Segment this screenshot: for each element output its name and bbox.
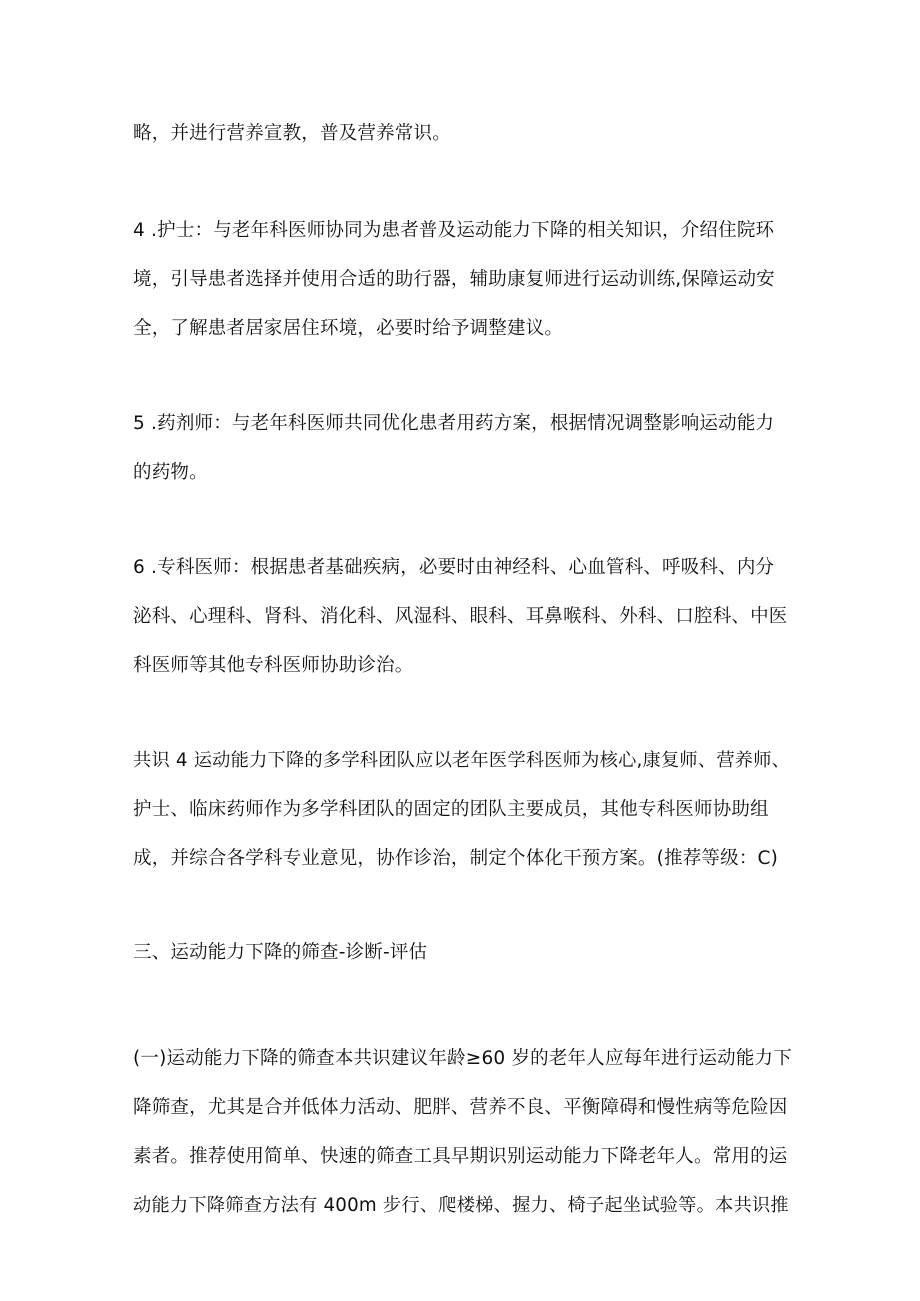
section-heading: 三、运动能力下降的筛查-诊断-评估: [133, 942, 428, 963]
text-line: 5 .药剂师：与老年科医师共同优化患者用药方案，根据情况调整影响运动能力: [133, 413, 775, 434]
text-line: 降筛查，尤其是合并低体力活动、肥胖、营养不良、平衡障碍和慢性病等危险因: [133, 1097, 788, 1118]
text-line: 略，并进行营养宣教，普及营养常识。: [133, 123, 451, 144]
text-line: 泌科、心理科、肾科、消化科、风湿科、眼科、耳鼻喉科、外科、口腔科、中医: [133, 606, 788, 627]
text-line: 护士、临床药师作为多学科团队的固定的团队主要成员，其他专科医师协助组: [133, 799, 769, 820]
text-line: 4 .护士：与老年科医师协同为患者普及运动能力下降的相关知识，介绍住院环: [133, 220, 775, 241]
text-line: 全，了解患者居家居住环境，必要时给予调整建议。: [133, 318, 564, 339]
text-line: 的药物。: [133, 462, 208, 483]
text-line: (一)运动能力下降的筛查本共识建议年龄≥60 岁的老年人应每年进行运动能力下: [133, 1048, 792, 1069]
text-line: 动能力下降筛查方法有 400m 步行、爬楼梯、握力、椅子起坐试验等。本共识推: [133, 1195, 789, 1216]
text-line: 素者。推荐使用简单、快速的筛查工具早期识别运动能力下降老年人。常用的运: [133, 1146, 788, 1167]
text-line: 境，引导患者选择并使用合适的助行器，辅助康复师进行运动训练,保障运动安: [133, 269, 775, 290]
text-line: 共识 4 运动能力下降的多学科团队应以老年医学科医师为核心,康复师、营养师、: [133, 750, 791, 771]
text-line: 成，并综合各学科专业意见，协作诊治，制定个体化干预方案。(推荐等级：C): [133, 848, 779, 869]
text-line: 科医师等其他专科医师协助诊治。: [133, 655, 414, 676]
text-line: 6 .专科医师：根据患者基础疾病，必要时由神经科、心血管科、呼吸科、内分: [133, 557, 775, 578]
